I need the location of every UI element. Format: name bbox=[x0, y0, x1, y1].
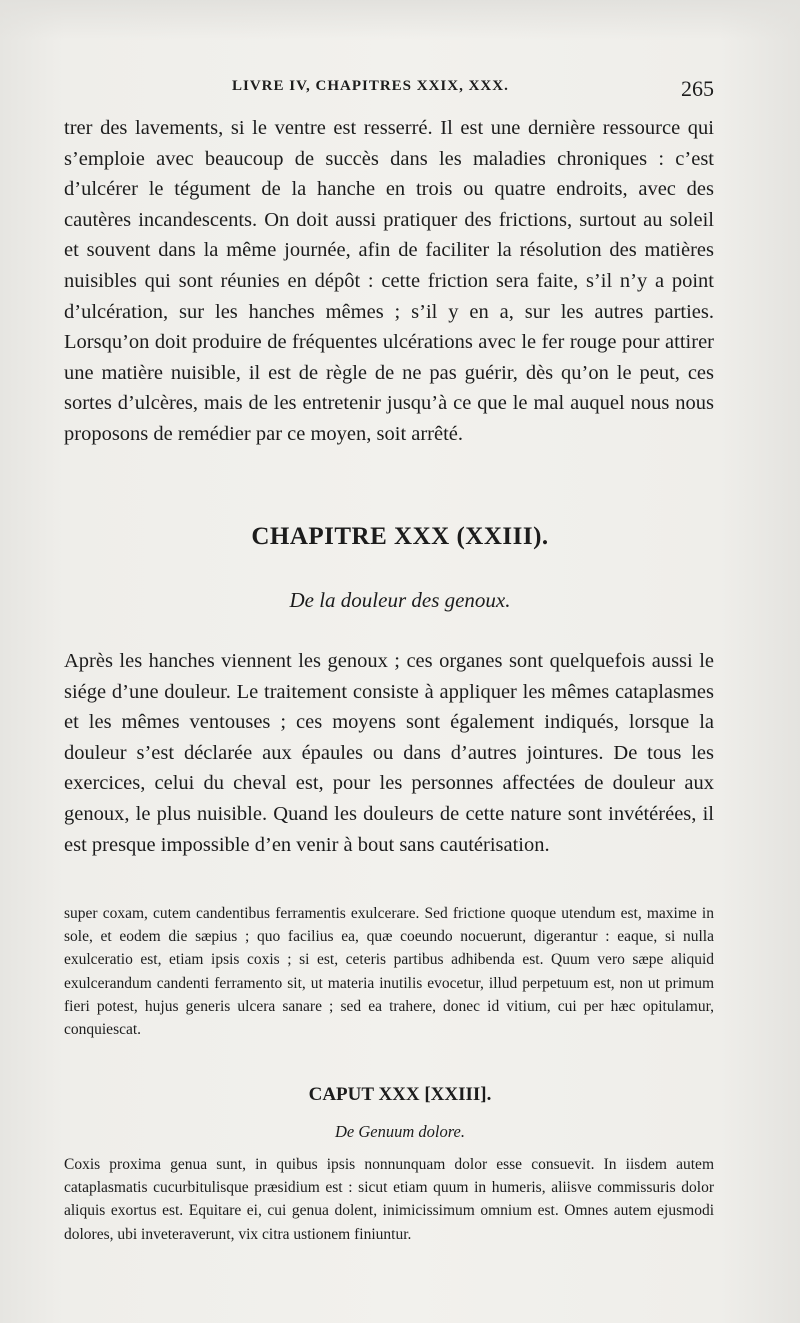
latin-chapter-heading: CAPUT XXX [XXIII]. bbox=[308, 1084, 492, 1105]
latin-chapter-subtitle: De Genuum dolore. bbox=[335, 1122, 465, 1141]
latin-chapter-paragraph: Coxis proxima genua sunt, in quibus ipsis nonnunquam dolor esse consuevit. In iisdem autem cataplasmatis cucurbitulisque præsidium est : sicut etiam quum in humeris, aliisve commissuris dolor aliquis exortus est. Equitare ei, cui genua dolent, inimicissimum omnium est. Omnes autem ejusmodi dolores, ubi inveteraverunt, vix citra ustionem finiuntur. bbox=[64, 1156, 714, 1243]
latin-continuation-paragraph: super coxam, cutem candentibus ferramentis exulcerare. Sed frictione quoque utendum est, maxime in sole, et eodem die sæpius ; quo facilius ea, quæ coeundo nocuerunt, digerantur : eaque, si nulla exulceratio est, etiam ipsis coxis ; si est, ceteris partibus adhibenda est. Quum vero sæpe aliquid exulcerandum candenti ferramento sit, ut materia inutilis evocetur, illud perpetuum est, non ut primum fieri potest, hujus generis ulcera sanare ; sed ea trahere, donec id vitium, cui per hæc opitulamur, conquiescat. bbox=[64, 905, 714, 1039]
french-chapter-heading: CHAPITRE XXX (XXIII). bbox=[251, 523, 549, 550]
running-head bbox=[62, 76, 714, 104]
french-continuation-paragraph: trer des lavements, si le ventre est resserré. Il est une dernière ressource qui s’emploie avec beaucoup de succès dans les maladies chroniques : c’est d’ulcérer le tégument de la hanche en trois ou quatre endroits, avec des cautères incandescents. On doit aussi pratiquer des frictions, surtout au soleil et souvent dans la même journée, afin de faciliter la résolution des matières nuisibles qui sont réunies en dépôt : cette friction sera faite, s’il n’y a point d’ulcération, sur les hanches mêmes ; s’il y en a, sur les autres parties. Lorsqu’on doit produire de fréquentes ulcérations avec le fer rouge pour attirer une matière nuisible, il est de règle de ne pas guérir, dès qu’on le peut, ces sortes d’ulcères, mais de les entretenir jusqu’à ce que le mal auquel nous nous proposons de remédier par ce moyen, soit arrêté. bbox=[64, 117, 714, 445]
page-top-shadow bbox=[0, 0, 800, 40]
french-chapter-subtitle: De la douleur des genoux. bbox=[289, 588, 511, 612]
running-title: LIVRE IV, CHAPITRES XXIX, XXX. bbox=[232, 78, 509, 94]
page-number: 265 bbox=[681, 76, 714, 101]
french-chapter-paragraph: Après les hanches viennent les genoux ; ces organes sont quelquefois aussi le siége d’une douleur. Le traitement consiste à appliquer les mêmes cataplasmes et les mêmes ventouses ; ces moyens sont également indiqués, lorsque la douleur s’est déclarée aux épaules ou dans d’autres jointures. De tous les exercices, celui du cheval est, pour les personnes affectées de douleur aux genoux, le plus nuisible. Quand les douleurs de cette nature sont invétérées, il est presque impossible d’en venir à bout sans cautérisation. bbox=[64, 650, 714, 856]
